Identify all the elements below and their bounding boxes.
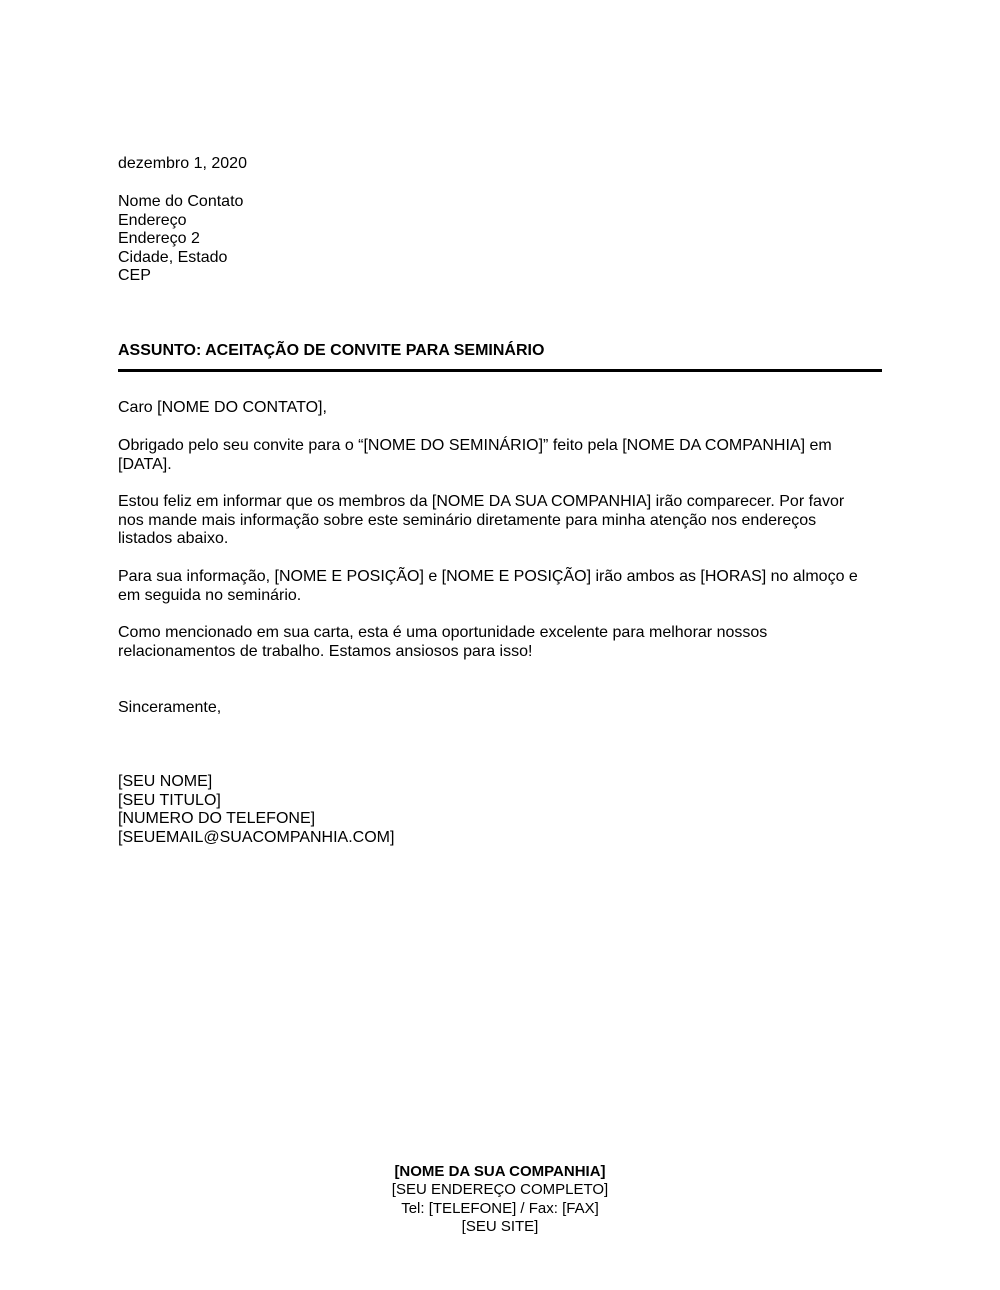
recipient-name: Nome do Contato bbox=[118, 193, 244, 210]
footer-address: [SEU ENDEREÇO COMPLETO] bbox=[391, 1181, 609, 1199]
paragraph-line: em seguida no seminário. bbox=[118, 586, 302, 604]
recipient-address bbox=[118, 193, 882, 286]
recipient-zip: CEP bbox=[118, 267, 151, 285]
footer-site: [SEU SITE] bbox=[461, 1217, 539, 1235]
subject-divider bbox=[118, 369, 882, 372]
company-footer bbox=[0, 1163, 1000, 1236]
recipient-city-state: Cidade, Estado bbox=[118, 248, 228, 266]
closing-text: Sinceramente, bbox=[118, 699, 222, 716]
subject-heading bbox=[118, 342, 882, 361]
salutation bbox=[118, 399, 882, 418]
paragraph-line: Estou feliz em informar que os membros da [NOME DA SUA COMPANHIA] irão comparecer. Por favor bbox=[118, 493, 845, 510]
paragraph-line: Como mencionado em sua carta, esta é uma oportunidade excelente para melhorar nossos bbox=[118, 624, 768, 641]
signature-email: [SEUEMAIL@SUACOMPANHIA.COM] bbox=[118, 828, 395, 846]
paragraph-line: Obrigado pelo seu convite para o “[NOME DO SEMINÁRIO]” feito pela [NOME DA COMPANHIA] em bbox=[118, 437, 832, 454]
signature-block bbox=[118, 773, 882, 847]
paragraph-line: nos mande mais informação sobre este seminário diretamente para minha atenção nos endereços bbox=[118, 511, 817, 529]
signature-title: [SEU TITULO] bbox=[118, 791, 221, 809]
recipient-address-line-2: Endereço 2 bbox=[118, 230, 200, 248]
footer-contact: Tel: [TELEFONE] / Fax: [FAX] bbox=[401, 1199, 599, 1217]
signature-phone: [NUMERO DO TELEFONE] bbox=[118, 810, 316, 828]
paragraph-line: listados abaixo. bbox=[118, 530, 229, 548]
paragraph-line: Para sua informação, [NOME E POSIÇÃO] e [NOME E POSIÇÃO] irão ambos as [HORAS] no almoço e bbox=[118, 568, 858, 585]
footer-company-name: [NOME DA SUA COMPANHIA] bbox=[394, 1163, 606, 1180]
paragraph-line: [DATA]. bbox=[118, 455, 172, 473]
subject-text: ASSUNTO: ACEITAÇÃO DE CONVITE PARA SEMINÁRIO bbox=[118, 342, 545, 359]
body-paragraph-4 bbox=[118, 624, 882, 661]
body-paragraph-1 bbox=[118, 437, 882, 474]
letter-date bbox=[118, 155, 882, 174]
closing bbox=[118, 699, 882, 718]
salutation-text: Caro [NOME DO CONTATO], bbox=[118, 399, 327, 416]
body-paragraph-3 bbox=[118, 568, 882, 605]
recipient-address-line-1: Endereço bbox=[118, 211, 187, 229]
paragraph-line: relacionamentos de trabalho. Estamos ansiosos para isso! bbox=[118, 642, 533, 660]
body-paragraph-2 bbox=[118, 493, 882, 549]
date-text: dezembro 1, 2020 bbox=[118, 155, 247, 172]
signature-name: [SEU NOME] bbox=[118, 773, 213, 790]
